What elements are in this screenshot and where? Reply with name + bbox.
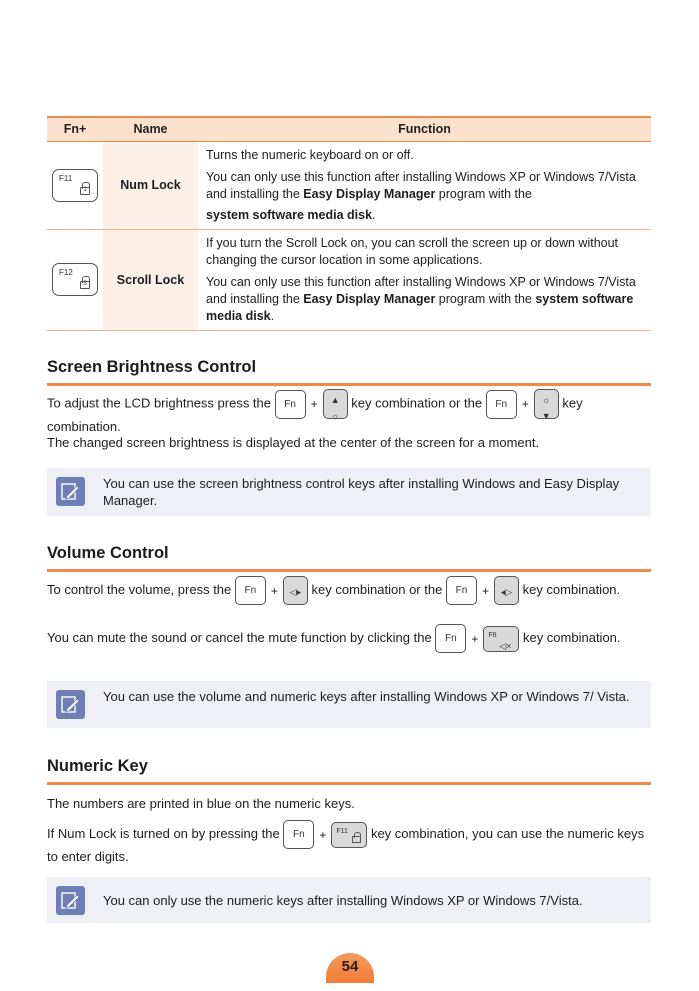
column-header: Fn+ bbox=[47, 117, 103, 141]
num-lock-key: F11 bbox=[331, 822, 367, 848]
fn-key: Fn bbox=[486, 390, 517, 419]
table-row bbox=[47, 229, 651, 330]
volume-paragraph-1: To control the volume, press the Fn + ◁▸ key combination or the Fn + ◂▷ key combination. bbox=[47, 576, 651, 605]
numeric-paragraph-2: If Num Lock is turned on by pressing the Fn + F11 key combination, you can use the numeric keys to enter digits. bbox=[47, 820, 651, 865]
key-cell bbox=[47, 141, 103, 229]
fn-key: Fn bbox=[446, 576, 477, 605]
fn-key: Fn bbox=[235, 576, 266, 605]
numeric-paragraph-1: The numbers are printed in blue on the numeric keys. bbox=[47, 796, 355, 811]
f11-key: F11 1 bbox=[52, 169, 98, 202]
column-header: Name bbox=[103, 117, 198, 141]
volume-up-icon: ◂▷ bbox=[500, 587, 513, 597]
mute-key: F6 ◁× bbox=[483, 626, 519, 652]
memo-pencil-icon bbox=[56, 477, 85, 506]
memo-pencil-icon bbox=[56, 886, 85, 915]
brightness-down-icon: ☼ ▼ bbox=[541, 395, 551, 421]
mute-icon: ◁× bbox=[499, 640, 512, 651]
lock-icon: 1 bbox=[80, 187, 90, 195]
lock-icon bbox=[352, 836, 361, 843]
volume-down-icon: ◁▸ bbox=[289, 587, 302, 597]
f12-key: F12 S bbox=[52, 263, 98, 296]
note-box: You can use the volume and numeric keys after installing Windows XP or Windows 7/ Vista. bbox=[47, 681, 651, 728]
volume-paragraph-2: You can mute the sound or cancel the mute function by clicking the Fn + F6 ◁× key combination. bbox=[47, 624, 651, 653]
fn-key-table bbox=[47, 116, 651, 331]
table-header-row bbox=[47, 117, 651, 141]
note-box: You can use the screen brightness control keys after installing Windows and Easy Display Manager. bbox=[47, 468, 651, 516]
key-cell bbox=[47, 229, 103, 330]
key-name: Num Lock bbox=[103, 141, 198, 229]
section-heading-numeric: Numeric Key bbox=[47, 757, 651, 785]
section-heading-brightness: Screen Brightness Control bbox=[47, 358, 651, 386]
fn-key: Fn bbox=[435, 624, 466, 653]
brightness-paragraph-1: To adjust the LCD brightness press the Fn + ▲ ☼ key combination or the Fn + ☼ ▼ key combination. bbox=[47, 389, 651, 435]
function-description: Turns the numeric keyboard on or off. You can only use this function after installing Windows XP or Windows 7/Vista and installing the Easy Display Manager program with the system software media disk. bbox=[198, 141, 651, 229]
fn-key: Fn bbox=[283, 820, 314, 849]
note-box: You can only use the numeric keys after installing Windows XP or Windows 7/Vista. bbox=[47, 877, 651, 923]
key-name: Scroll Lock bbox=[103, 229, 198, 330]
volume-up-key bbox=[494, 576, 519, 605]
lock-icon: S bbox=[80, 281, 90, 289]
volume-down-key bbox=[283, 576, 308, 605]
section-heading-volume: Volume Control bbox=[47, 544, 651, 572]
brightness-up-icon: ▲ ☼ bbox=[330, 395, 340, 421]
brightness-up-key bbox=[323, 389, 348, 419]
brightness-down-key bbox=[534, 389, 559, 419]
memo-pencil-icon bbox=[56, 690, 85, 719]
page-number: 54 bbox=[326, 953, 374, 983]
table-row bbox=[47, 141, 651, 229]
function-description: If you turn the Scroll Lock on, you can scroll the screen up or down without changing the cursor location in some applications. You can only use this function after installing Windows XP or Windows 7/Vista and installing the Easy Display Manager program with the system software media disk. bbox=[198, 229, 651, 330]
column-header: Function bbox=[198, 117, 651, 141]
brightness-paragraph-2: The changed screen brightness is displayed at the center of the screen for a moment. bbox=[47, 435, 540, 450]
fn-key: Fn bbox=[275, 390, 306, 419]
